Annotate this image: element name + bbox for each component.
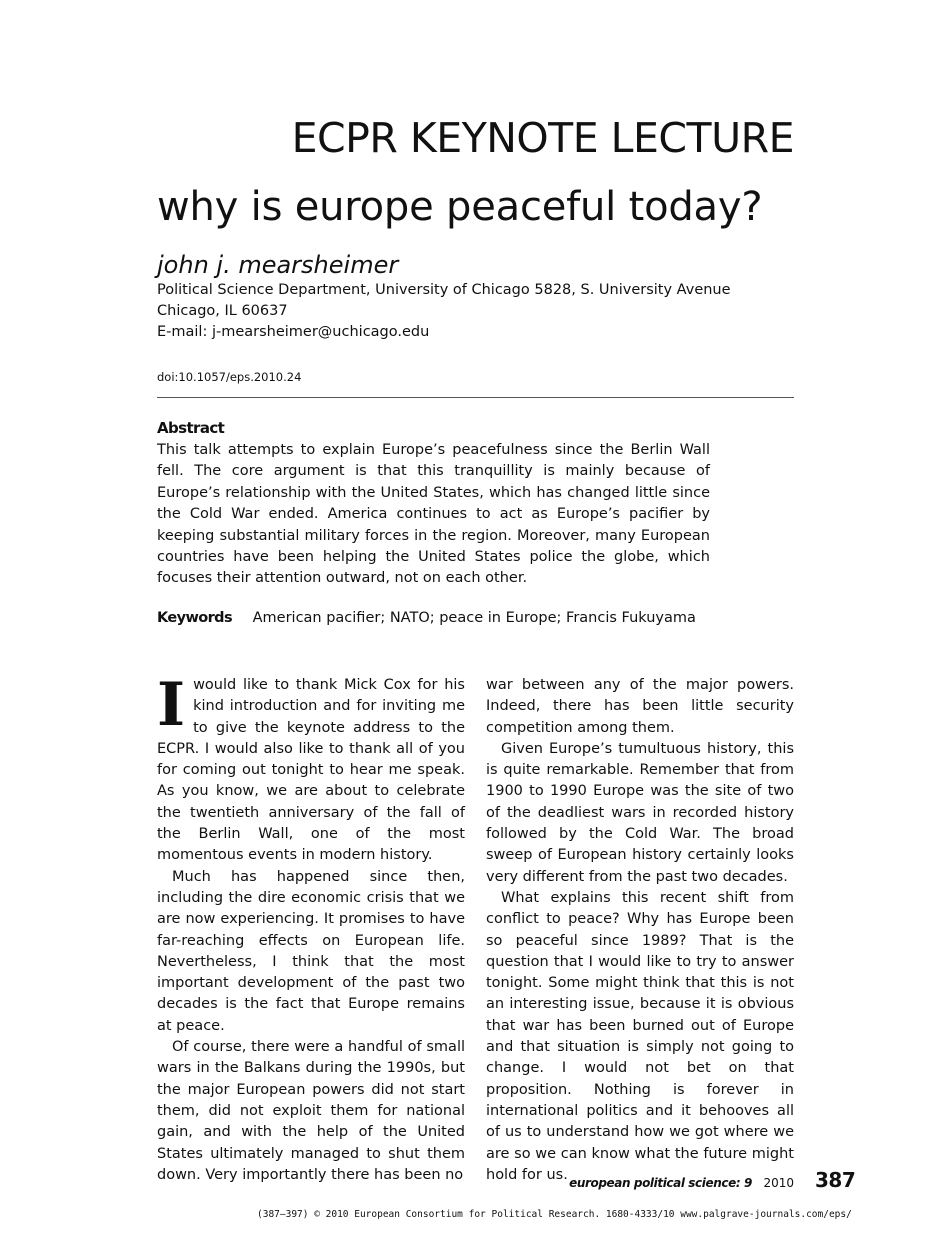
author-name: john j. mearsheimer [157, 251, 399, 279]
body-paragraph: Iwould like to thank Mick Cox for his kind introduction and for inviting me to give the keynote address to the ECPR. I would also like to thank all of you for coming out tonight to hear me speak. As you know, we are about to celebrate the twentieth anniversary of the fall of the Berlin Wall, one of the most momentous events in modern history. [157, 670, 465, 864]
body-column-left [157, 670, 465, 1186]
affiliation-line1: Political Science Department, University of Chicago 5828, S. University Avenue [157, 282, 731, 298]
doi: doi:10.1057/eps.2010.24 [157, 370, 302, 384]
abstract-heading: Abstract [157, 419, 225, 437]
body-column-right [486, 675, 794, 1186]
journal-footer [569, 1176, 794, 1190]
author-email: E-mail: j-mearsheimer@uchicago.edu [157, 324, 430, 340]
journal-name: european political science: [569, 1176, 741, 1190]
section-label: ECPR KEYNOTE LECTURE [291, 114, 794, 162]
journal-volume: 9 [744, 1176, 752, 1190]
drop-cap: I [157, 670, 186, 740]
body-paragraph: What explains this recent shift from conflict to peace? Why has Europe been so peaceful since 1989? That is the question that I would like to try to answer tonight. Some might think that this is not an interesting issue, because it is obvious that war has been burned out of Europe and that situation is simply not going to change. I would not bet on that proposition. Nothing is forever in international politics and it behooves all of us to understand how we got where we are so we can know what the future might hold for us. [486, 889, 794, 1183]
article-title: why is europe peaceful today? [157, 184, 763, 230]
abstract-text: This talk attempts to explain Europe’s peacefulness since the Berlin Wall fell. The core argument is that this tranquillity is mainly because of Europe’s relationship with the United States, which has changed little since the Cold War ended. America continues to act as Europe’s pacifier by keeping substantial military forces in the region. Moreover, many European countries have been helping the United States police the globe, which focuses their attention outward, not on each other. [157, 442, 710, 587]
journal-year: 2010 [763, 1176, 794, 1190]
body-paragraph: war between any of the major powers. Indeed, there has been little security competition among them. [486, 677, 794, 736]
keywords-label: Keywords [157, 610, 232, 626]
copyright-line: (387–397) © 2010 European Consortium for Political Research. 1680-4333/10 www.palgrave-journals.com/eps/ [257, 1209, 852, 1220]
keywords-row [157, 610, 696, 626]
header-divider [157, 397, 794, 398]
body-paragraph: Of course, there were a handful of small wars in the Balkans during the 1990s, but the major European powers did not start them, did not exploit them for national gain, and with the help of the United States ultimately managed to shut them down. Very importantly there has been no [157, 1039, 465, 1183]
affiliation-line2: Chicago, IL 60637 [157, 303, 288, 319]
page-number: 387 [815, 1168, 856, 1192]
body-paragraph: Much has happened since then, including the dire economic crisis that we are now experiencing. It promises to have far-reaching effects on European life. Nevertheless, I think that the most important development of the past two decades is the fact that Europe remains at peace. [157, 868, 465, 1034]
keywords-text: American pacifier; NATO; peace in Europe; Francis Fukuyama [252, 610, 696, 626]
body-paragraph: Given Europe’s tumultuous history, this is quite remarkable. Remember that from 1900 to 1990 Europe was the site of two of the deadliest wars in recorded history followed by the Cold War. The broad sweep of European history certainly looks very different from the past two decades. [486, 740, 794, 885]
